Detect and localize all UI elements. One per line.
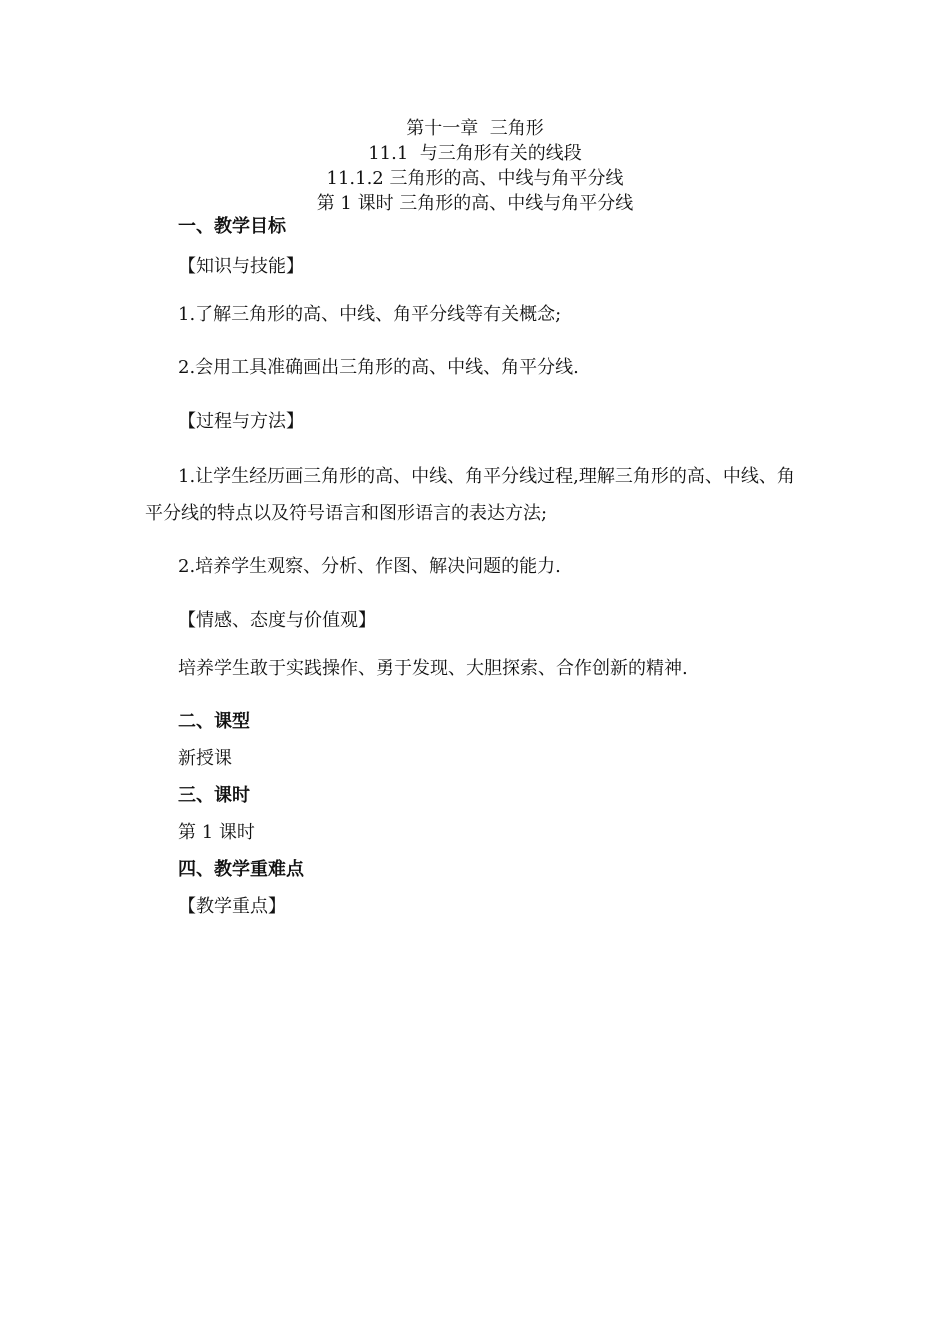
process-label: 【过程与方法】 bbox=[178, 411, 304, 432]
lesson-time-value: 第 1 课时 bbox=[178, 822, 255, 843]
lesson-time-heading: 三、课时 bbox=[178, 785, 250, 806]
lesson-title: 第 1 课时 三角形的高、中线与角平分线 bbox=[316, 193, 634, 214]
knowledge-item-2: 2.会用工具准确画出三角形的高、中线、角平分线. bbox=[178, 357, 579, 378]
title-block bbox=[0, 116, 950, 216]
process-item-1: 1.让学生经历画三角形的高、中线、角平分线过程,理解三角形的高、中线、角平分线的特点以及符号语言和图形语言的表达方法; bbox=[145, 466, 795, 524]
process-item-2: 2.培养学生观察、分析、作图、解决问题的能力. bbox=[178, 556, 561, 577]
subsection-title: 11.1.2 三角形的高、中线与角平分线 bbox=[326, 168, 624, 189]
section-title: 11.1 与三角形有关的线段 bbox=[368, 143, 582, 164]
objectives-heading: 一、教学目标 bbox=[178, 216, 286, 237]
chapter-title: 第十一章 三角形 bbox=[406, 118, 544, 139]
key-points-label: 【教学重点】 bbox=[178, 896, 286, 917]
key-points-heading: 四、教学重难点 bbox=[178, 859, 304, 880]
knowledge-item-1: 1.了解三角形的高、中线、角平分线等有关概念; bbox=[178, 304, 562, 325]
lesson-type-value: 新授课 bbox=[178, 748, 232, 769]
document-body bbox=[145, 214, 810, 920]
attitude-item-1: 培养学生敢于实践操作、勇于发现、大胆探索、合作创新的精神. bbox=[178, 658, 688, 679]
attitude-label: 【情感、态度与价值观】 bbox=[178, 610, 376, 631]
lesson-type-heading: 二、课型 bbox=[178, 711, 250, 732]
knowledge-label: 【知识与技能】 bbox=[178, 256, 304, 277]
